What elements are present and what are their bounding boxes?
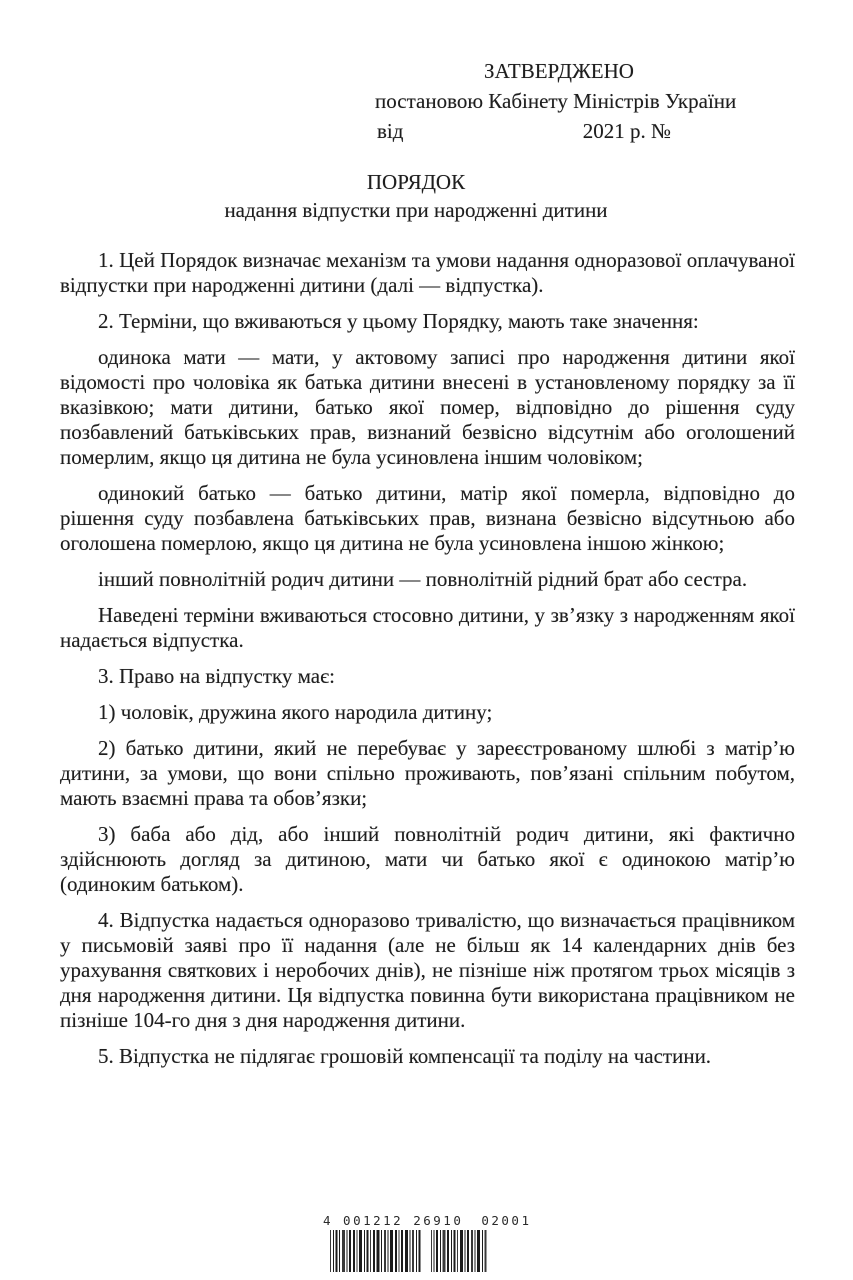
- barcode-digits-right: 02001: [481, 1213, 532, 1228]
- title-block: [60, 168, 772, 224]
- paragraph-4: одинокий батько — батько дитини, матір якої померла, відповідно до рішення суду позбавлена батьківських прав, визнана безвісно відсутньою або оголошена померлою, якщо ця дитина не була усиновлена іншою жінкою;: [60, 481, 795, 555]
- approval-block: [375, 56, 743, 146]
- paragraph-6: Наведені терміни вживаються стосовно дитини, у зв’язку з народженням якої надається відпустка.: [60, 603, 795, 652]
- paragraph-8: 1) чоловік, дружина якого народила дитину;: [98, 700, 493, 724]
- approval-date-suffix: 2021 р. №: [582, 119, 671, 143]
- paragraph-3: одинока мати — мати, у актовому записі про народження дитини якої відомості про чоловіка як батька дитини внесені в установленому порядку за її вказівкою; мати дитини, батько якої помер, відповідно до рішення суду позбавлений батьківських прав, визнаний безвісно відсутнім або оголошений померлим, якщо ця дитина не була усиновлена іншим чоловіком;: [60, 345, 795, 469]
- barcode-digits-left: 4 001212 26910: [323, 1213, 464, 1228]
- paragraph-10: 3) баба або дід, або інший повнолітній родич дитини, які фактично здійснюють догляд за дитиною, мати чи батько якої є одинокою матір’ю (одиноким батьком).: [60, 822, 795, 896]
- document-title: ПОРЯДОК: [366, 170, 466, 194]
- paragraph-11: 4. Відпустка надається одноразово тривалістю, що визначається працівником у письмовій заяві про її надання (але не більш як 14 календарних днів без урахування святкових і неробочих днів), не пізніше ніж протягом трьох місяців з дня народження дитини. Ця відпустка повинна бути використана працівником не пізніше 104-го дня з дня народження дитини.: [60, 908, 795, 1032]
- approval-date-prefix: від: [377, 119, 404, 143]
- barcode: [320, 1213, 532, 1272]
- paragraph-12: 5. Відпустка не підлягає грошовій компенсації та поділу на частини.: [98, 1044, 712, 1068]
- approval-approved-label: ЗАТВЕРДЖЕНО: [484, 59, 634, 83]
- barcode-digits: [323, 1213, 532, 1228]
- paragraph-9: 2) батько дитини, який не перебуває у зареєстрованому шлюбі з матір’ю дитини, за умови, що вони спільно проживають, пов’язані спільним побутом, мають взаємні права та обов’язки;: [60, 736, 795, 810]
- paragraph-1: 1. Цей Порядок визначає механізм та умови надання одноразової оплачуваної відпустки при народженні дитини (далі — відпустка).: [60, 248, 795, 297]
- document-subtitle: надання відпустки при народженні дитини: [224, 198, 608, 222]
- paragraph-5: інший повнолітній родич дитини — повнолітній рідний брат або сестра.: [98, 567, 748, 591]
- approval-date-line: [375, 116, 743, 146]
- paragraph-2: 2. Терміни, що вживаються у цьому Порядку, мають таке значення:: [98, 309, 699, 333]
- document-body: [60, 248, 795, 1080]
- approval-authority-line: постановою Кабінету Міністрів України: [375, 89, 737, 113]
- barcode-bars-image: [330, 1230, 498, 1272]
- paragraph-7: 3. Право на відпустку має:: [98, 664, 335, 688]
